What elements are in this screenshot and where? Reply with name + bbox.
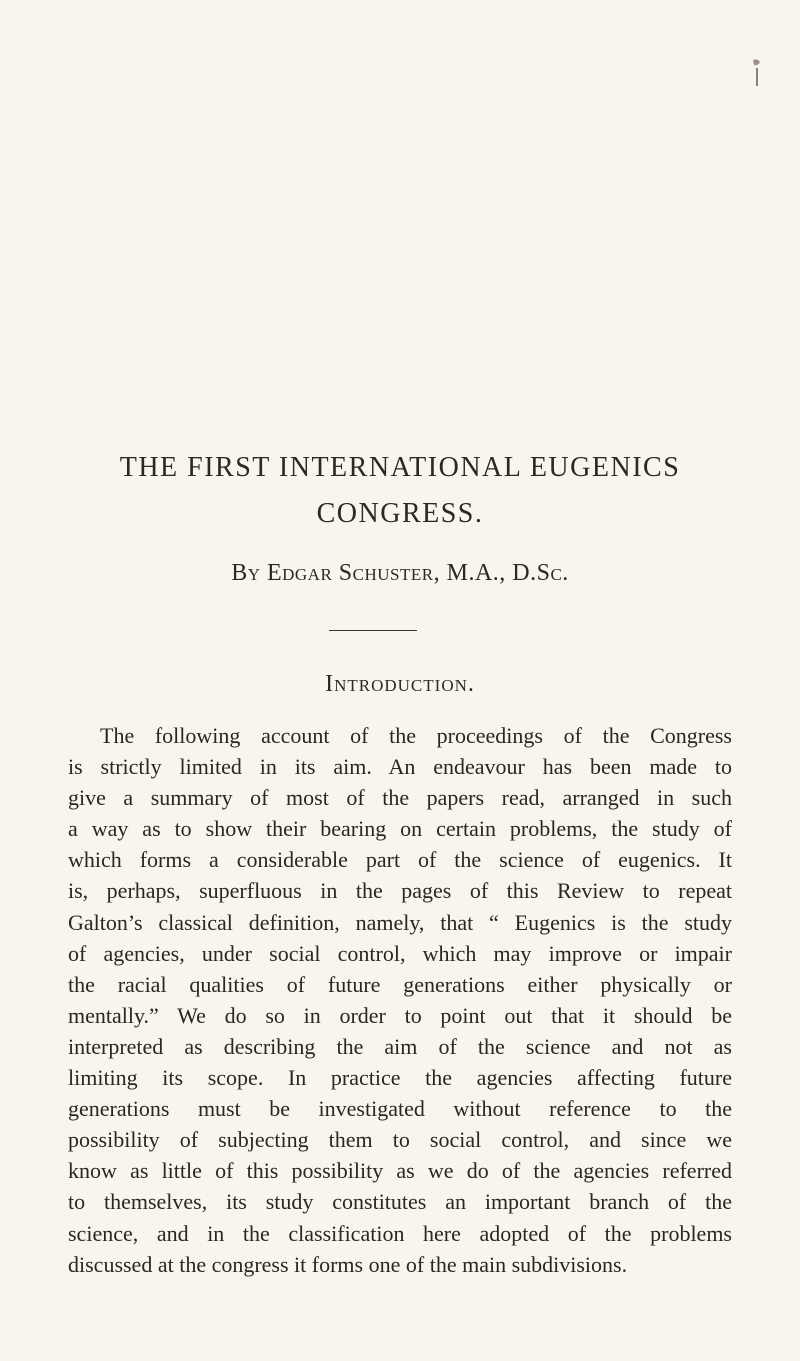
section-heading: Introduction. xyxy=(325,671,475,697)
author-byline: By Edgar Schuster, M.A., D.Sc. xyxy=(231,560,569,586)
article-title-line-1: THE FIRST INTERNATIONAL EUGENICS xyxy=(119,452,681,483)
text-line: is, perhaps, superfluous in the pages of this Review to repeat xyxy=(68,878,732,904)
body-paragraph xyxy=(68,720,732,1280)
section-divider xyxy=(329,630,417,631)
text-line: the racial qualities of future generations either physically or xyxy=(68,971,732,997)
text-line: of agencies, under social control, which may improve or impair xyxy=(68,940,732,966)
text-line: discussed at the congress it forms one of the main subdivisions. xyxy=(68,1251,628,1277)
text-line: limiting its scope. In practice the agencies affecting future xyxy=(68,1065,732,1091)
text-line: know as little of this possibility as we do of the agencies referred xyxy=(68,1158,732,1184)
corner-stamp-mark xyxy=(751,58,761,88)
text-line: The following account of the proceedings of the Congress xyxy=(100,723,732,748)
text-line: science, and in the classification here adopted of the problems xyxy=(68,1220,732,1246)
text-line: a way as to show their bearing on certain problems, the study of xyxy=(68,816,732,842)
text-line: interpreted as describing the aim of the science and not as xyxy=(68,1033,732,1059)
text-line: give a summary of most of the papers read, arranged in such xyxy=(68,785,732,811)
text-line: possibility of subjecting them to social control, and since we xyxy=(68,1127,732,1153)
text-line: mentally.” We do so in order to point out that it should be xyxy=(68,1002,732,1028)
text-line: which forms a considerable part of the science of eugenics. It xyxy=(68,847,732,873)
text-line: Galton’s classical definition, namely, that “ Eugenics is the study xyxy=(68,909,732,935)
text-line: to themselves, its study constitutes an important branch of the xyxy=(68,1189,732,1215)
text-line: is strictly limited in its aim. An endeavour has been made to xyxy=(68,754,732,780)
text-line: generations must be investigated without reference to the xyxy=(68,1096,732,1122)
article-title-line-2: CONGRESS. xyxy=(316,498,484,529)
